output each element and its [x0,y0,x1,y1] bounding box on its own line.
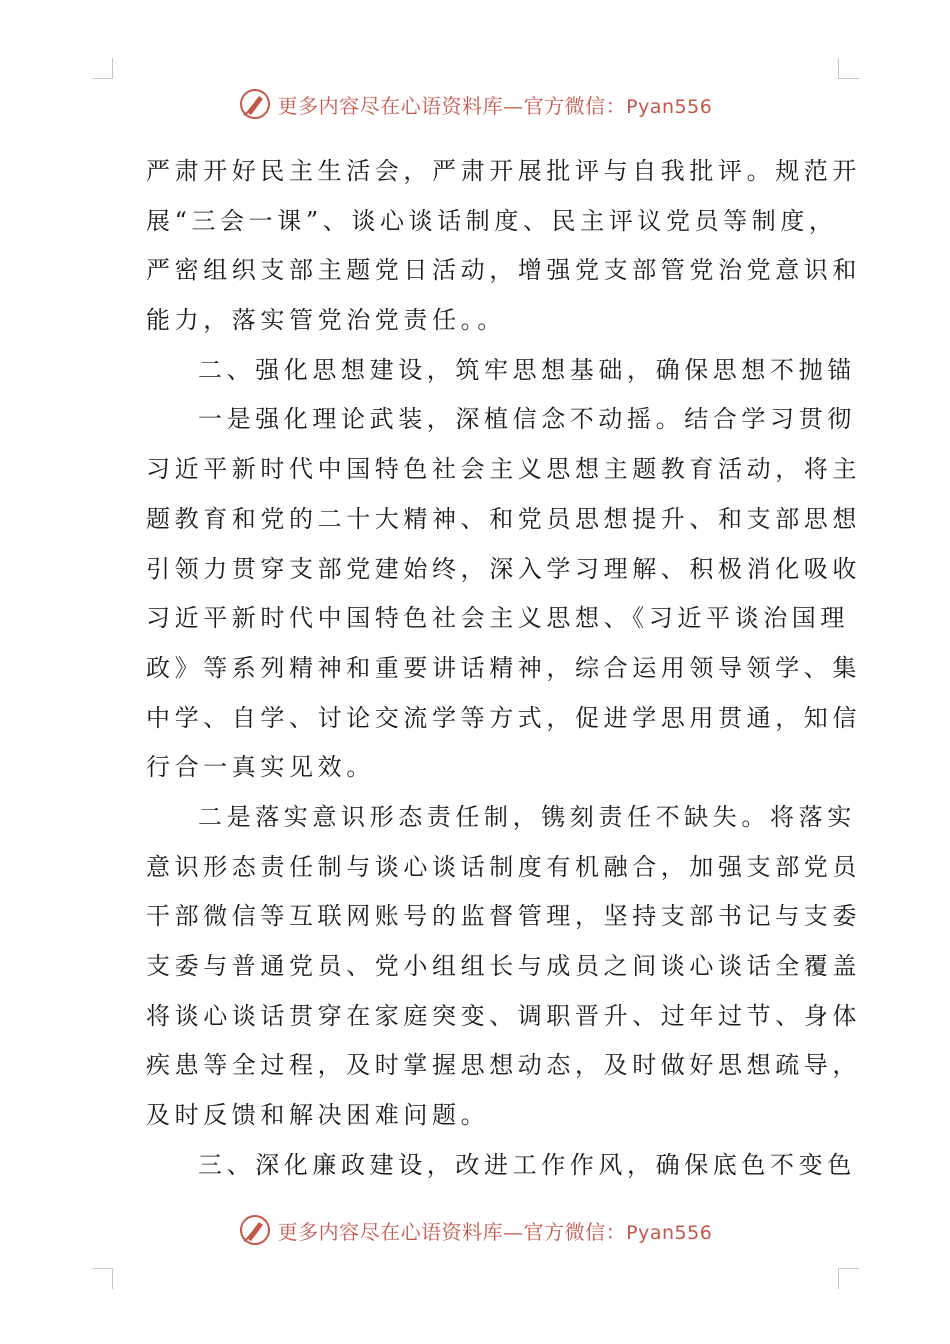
body-line: 展“三会一课”、谈心谈话制度、民主评议党员等制度， [146,206,838,235]
crop-mark-top-right [838,58,859,79]
body-line: 疾患等全过程，及时掌握思想动态，及时做好思想疏导， [146,1051,861,1080]
body-line: 严密组织支部主题党日活动，增强党支部管党治党意识和 [146,256,861,285]
pen-nib-circle-logo-icon [238,87,272,121]
header-watermark [0,86,950,122]
crop-mark-top-left [92,58,113,79]
body-line: 习近平新时代中国特色社会主义思想主题教育活动，将主 [146,455,861,484]
body-line: 政》等系列精神和重要讲话精神，综合运用领导领学、集 [146,653,861,682]
crop-mark-bottom-right [838,1268,859,1289]
crop-mark-bottom-left [92,1268,113,1289]
body-line: 习近平新时代中国特色社会主义思想、《习近平谈治国理 [146,604,849,633]
body-line: 引领力贯穿支部党建始终，深入学习理解、积极消化吸收 [146,554,861,583]
body-line: 及时反馈和解决困难问题。 [146,1101,490,1130]
body-line: 将谈心谈话贯穿在家庭突变、调职晋升、过年过节、身体 [146,1001,861,1030]
body-line: 题教育和党的二十大精神、和党员思想提升、和支部思想 [146,504,861,533]
watermark-wechat-id: Pyan556 [626,1221,713,1244]
body-line: 干部微信等互联网账号的监督管理，坚持支部书记与支委 [146,902,861,931]
paragraph-first-line: 一是强化理论武装，深植信念不动摇。结合学习贯彻 [198,405,856,434]
watermark-label: 更多内容尽在心语资料库—官方微信： [277,93,627,118]
watermark-wechat-id: Pyan556 [626,95,713,118]
body-line: 行合一真实见效。 [146,753,375,782]
section-heading: 二、强化思想建设，筑牢思想基础，确保思想不抛锚 [198,355,856,384]
section-heading: 三、深化廉政建设，改进工作作风，确保底色不变色 [198,1150,856,1179]
footer-watermark [0,1212,950,1248]
body-line: 中学、自学、讨论交流学等方式，促进学思用贯通，知信 [146,703,861,732]
paragraph-first-line: 二是落实意识形态责任制，镌刻责任不缺失。将落实 [198,802,856,831]
body-line: 意识形态责任制与谈心谈话制度有机融合，加强支部党员 [146,852,861,881]
watermark-label: 更多内容尽在心语资料库—官方微信： [277,1219,627,1244]
watermark-text [278,90,713,119]
document-body [146,147,861,1190]
pen-nib-circle-logo-icon [238,1213,272,1247]
body-line: 能力，落实管党治党责任。。 [146,306,506,335]
body-line: 支委与普通党员、党小组组长与成员之间谈心谈话全覆盖 [146,952,861,980]
body-line: 严肃开好民主生活会，严肃开展批评与自我批评。规范开 [146,157,861,185]
watermark-text [278,1216,713,1245]
